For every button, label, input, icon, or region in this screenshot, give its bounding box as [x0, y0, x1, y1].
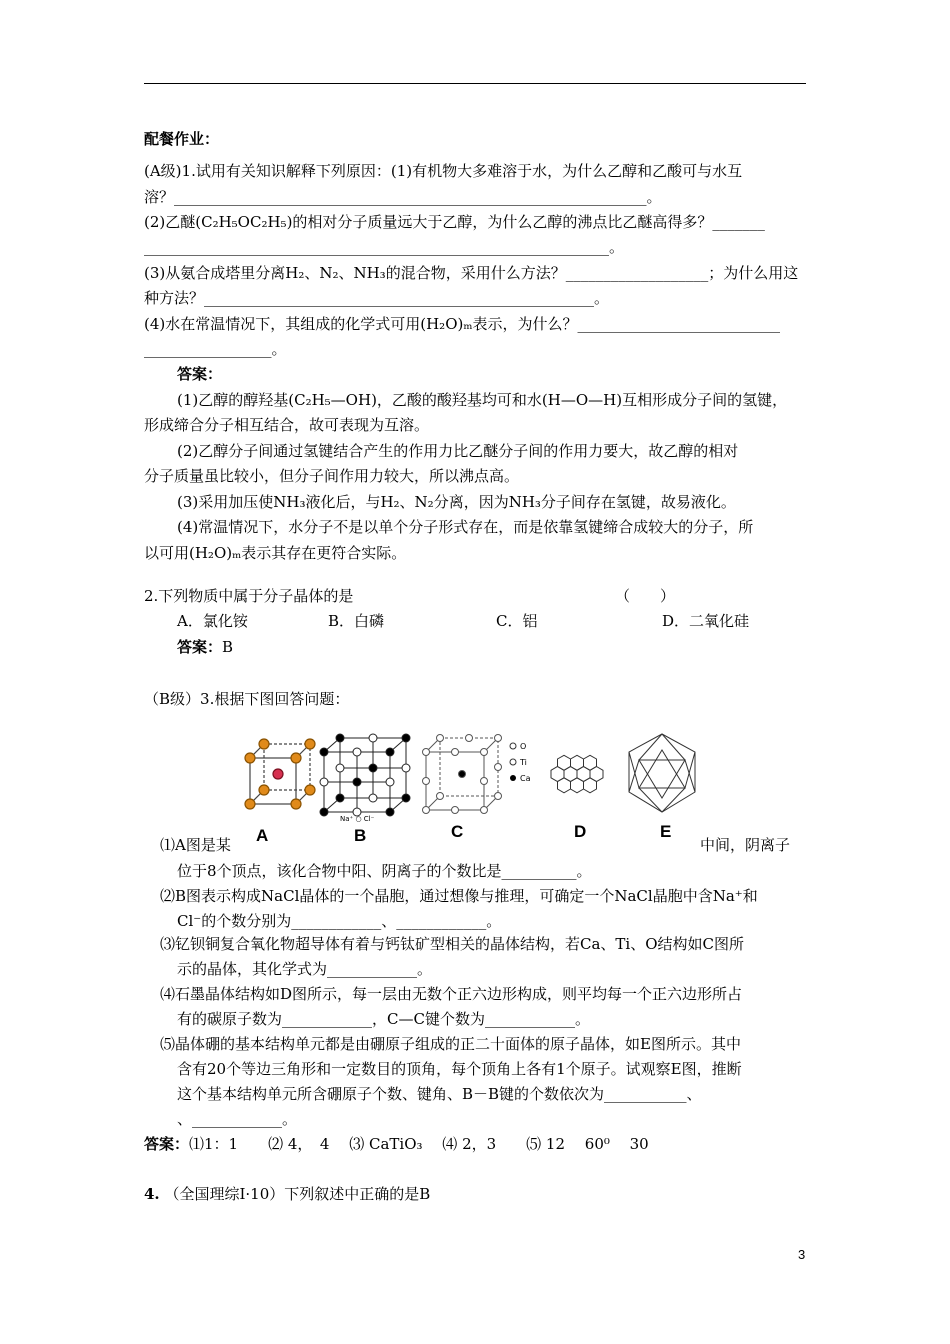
q3-part5-line3: 这个基本结构单元所含硼原子个数、键角、B－B键的个数依次为___________、 [177, 1085, 702, 1103]
q4-text: （全国理综Ⅰ·10）下列叙述中正确的是B [164, 1185, 431, 1203]
figure-label-e: E [660, 822, 672, 841]
q1-answer-1: (1)乙醇的醇羟基(C₂H₅—OH)，乙酸的酸羟基均可和水(H—O—H)互相形成分子间的氢键， [177, 391, 788, 409]
q3-stem: （B级）3.根据下图回答问题： [144, 690, 350, 708]
q3-part4-line2: 有的碳原子数为____________，C—C键个数为____________。 [177, 1010, 590, 1028]
svg-text:O: O [520, 742, 527, 751]
q3-part1-start: ⑴A图是某 [160, 836, 231, 854]
svg-text:Ca: Ca [520, 774, 531, 783]
q2-answer-paren: （ ） [615, 587, 676, 605]
hexagon-ring [558, 778, 571, 793]
q1-line-7: (4)水在常温情况下，其组成的化学式可用(H₂O)ₘ表示，为什么？___________________________ [144, 315, 781, 333]
figure-c-legend [510, 742, 531, 783]
q1-line-6: 种方法？____________________________________________________。 [144, 289, 610, 307]
figure-label-d: D [574, 822, 587, 841]
q1-line-2: 溶？_______________________________________________________________。 [144, 188, 662, 206]
q3-part2-line1: ⑵B图表示构成NaCl晶体的一个晶胞，通过想像与推理，可确定一个NaCl晶胞中含Na⁺和 [160, 887, 758, 905]
q1-line-4: ______________________________________________________________。 [144, 238, 625, 256]
q1-answer-label: 答案： [177, 365, 223, 383]
section-heading: 配餐作业： [144, 130, 220, 148]
q3-part2-line2: Cl⁻的个数分别为____________、____________。 [177, 912, 502, 930]
q3-answer-label: 答案： [144, 1135, 190, 1153]
hexagon-ring [571, 778, 584, 793]
figure-a-cscl-cell [245, 739, 315, 809]
q1-answer-4: 分子质量虽比较小，但分子间作用力较大，所以沸点高。 [144, 467, 520, 485]
figure-label-b: B [354, 826, 367, 845]
hexagon-ring [584, 778, 597, 793]
svg-text:Ti: Ti [520, 758, 527, 767]
q3-part1-line2: 位于8个顶点，该化合物中阳、阴离子的个数比是__________。 [177, 862, 592, 880]
q1-line-5: (3)从氨合成塔里分离H₂、N₂、NH₃的混合物，采用什么方法？___________________；为什么用这 [144, 264, 799, 282]
figure-c-perovskite-cell [423, 735, 502, 814]
q1-answer-6: (4)常温情况下，水分子不是以单个分子形式存在，而是依靠氢键缔合成较大的分子，所 [177, 518, 754, 536]
q1-line-3: (2)乙醚(C₂H₅OC₂H₅)的相对分子质量远大于乙醇，为什么乙醇的沸点比乙醚高得多？_______ [144, 213, 765, 231]
q3-part1-end: 中间，阴离子 [700, 836, 791, 854]
q2-stem: 2.下列物质中属于分子晶体的是 [144, 587, 354, 605]
page-number: 3 [798, 1247, 806, 1262]
q3-answer: ⑴1：1 ⑵ 4， 4 ⑶ CaTiO₃ ⑷ 2，3 ⑸ 12 60⁰ 30 [189, 1135, 649, 1153]
q3-part5-line2: 含有20个等边三角形和一定数目的顶角，每个顶角上各有1个原子。试观察E图，推断 [177, 1060, 742, 1078]
q1-answer-5: (3)采用加压使NH₃液化后，与H₂、N₂分离，因为NH₃分子间存在氢键，故易液化。 [177, 493, 736, 511]
figure-b-legend: Na⁺ ○ Cl⁻ [340, 815, 375, 823]
q3-part4-line1: ⑷石墨晶体结构如D图所示，每一层由无数个正六边形构成，则平均每一个正六边形所占 [160, 985, 743, 1003]
q2-option-a: A．氯化铵 [177, 612, 248, 630]
q3-part3-line1: ⑶钇钡铜复合氧化物超导体有着与钙钛矿型相关的晶体结构，若Ca、Ti、O结构如C图所 [160, 935, 745, 953]
q4-number: 4. [144, 1185, 160, 1203]
figure-d-graphite-layer [551, 755, 603, 793]
q3-part5-line4: 、____________。 [177, 1110, 298, 1128]
q1-answer-7: 以可用(H₂O)ₘ表示其存在更符合实际。 [144, 544, 407, 562]
q3-part5-line1: ⑸晶体硼的基本结构单元都是由硼原子组成的正二十面体的原子晶体，如E图所示。其中 [160, 1035, 741, 1053]
q1-line-8: _________________。 [144, 340, 287, 358]
q3-part3-line2: 示的晶体，其化学式为____________。 [177, 960, 433, 978]
q2-option-b: B．白磷 [328, 612, 385, 630]
crystal-structures-figure [240, 728, 710, 823]
header-rule [144, 83, 806, 84]
figure-e-icosahedron [629, 734, 695, 812]
q2-option-d: D．二氧化硅 [662, 612, 750, 630]
figure-label-a: A [256, 826, 269, 845]
q2-option-c: C．铝 [496, 612, 538, 630]
figure-label-c: C [451, 822, 464, 841]
q1-line-1: (A级)1.试用有关知识解释下列原因：(1)有机物大多难溶于水，为什么乙醇和乙酸可与水互 [144, 162, 743, 180]
q1-answer-2: 形成缔合分子相互结合，故可表现为互溶。 [144, 416, 430, 434]
q2-answer: B [222, 638, 234, 656]
figure-b-nacl-cell [320, 734, 410, 816]
q1-answer-3: (2)乙醇分子间通过氢键结合产生的作用力比乙醚分子间的作用力要大，故乙醇的相对 [177, 442, 739, 460]
q2-answer-label: 答案： [177, 638, 223, 656]
